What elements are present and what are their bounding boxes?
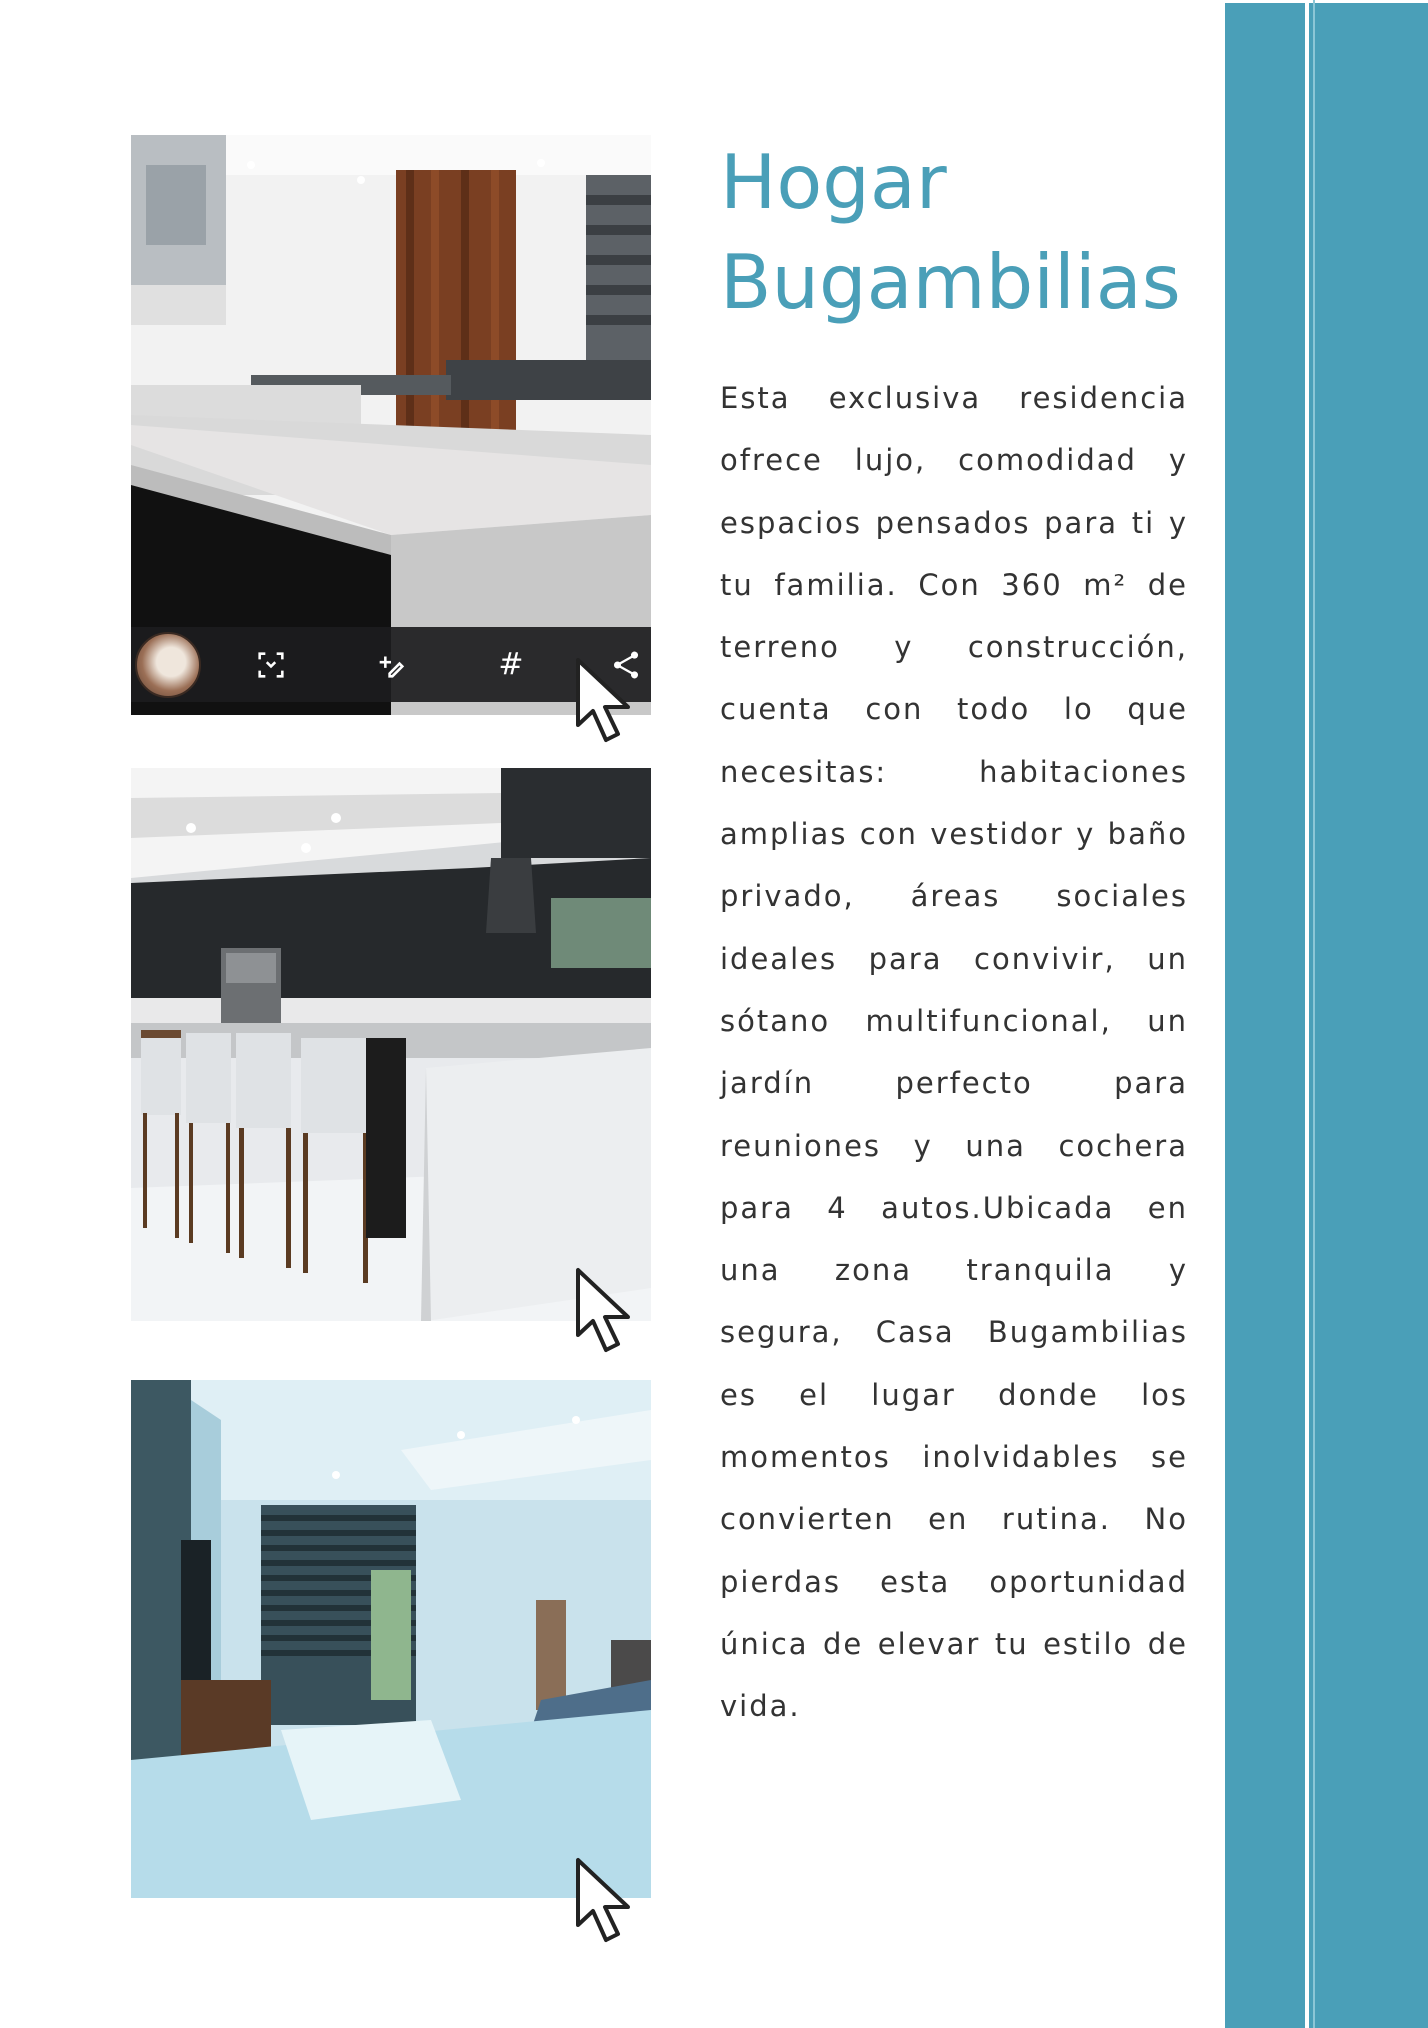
page-title [720, 132, 1215, 332]
cursor-arrow-icon [573, 1855, 643, 1945]
scan-icon[interactable] [241, 627, 301, 702]
title-line-2: Bugambilias [720, 238, 1181, 326]
band-stripe-thin [1313, 0, 1315, 2028]
cursor-arrow-icon [573, 1265, 643, 1355]
hash-icon[interactable]: # [498, 647, 524, 682]
band-stripe [1305, 0, 1309, 2028]
bedroom-image [131, 1380, 651, 1898]
thumbnail-avatar[interactable] [135, 632, 201, 698]
edit-icon[interactable] [361, 627, 421, 702]
description-paragraph: Esta exclusiva residencia ofrece lujo, comodidad y espacios pensados para ti y tu familia. Con 360 m² de terreno y construcción, cuenta con todo lo que necesitas: habitaciones amplias con vestidor y baño privado, áreas sociales ideales para convivir, un sótano multifuncional, un jardín perfecto para reuniones y una cochera para 4 autos.Ubicada en una zona tranquila y segura, Casa Bugambilias es el lugar donde los momentos inolvidables se convierten en rutina. No pierdas esta oportunidad única de elevar tu estilo de vida. [720, 381, 1188, 1724]
title-line-1: Hogar [720, 138, 947, 226]
side-decorative-band [1225, 0, 1428, 2028]
photo-bedroom[interactable] [131, 1380, 651, 1898]
photo-kitchen-stools[interactable] [131, 768, 651, 1321]
cursor-arrow-icon [573, 655, 643, 745]
kitchen-stools-image [131, 768, 651, 1321]
photo-kitchen-island[interactable] [131, 135, 651, 715]
band-top-line [1225, 0, 1428, 3]
